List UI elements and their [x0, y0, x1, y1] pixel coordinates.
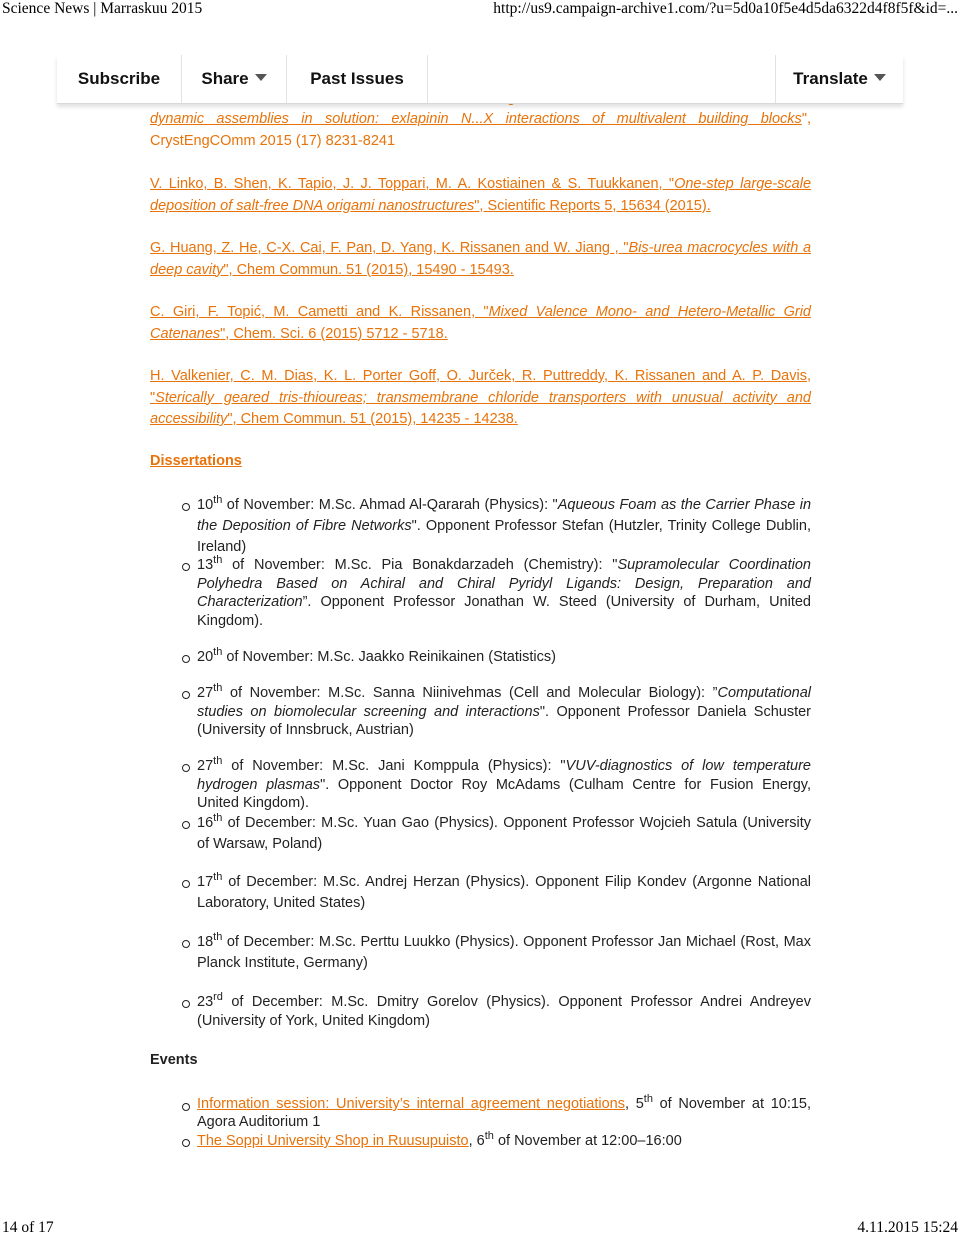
events-heading: Events: [150, 1052, 198, 1068]
publication-0-citation: ", CrystEngCOmm 2015 (17) 8231-8241: [150, 111, 811, 149]
publication-1-authors-link[interactable]: V. Linko, B. Shen, K. Tapio, J. J. Toppari, M. A. Kostiainen & S. Tuukkanen, ": [150, 176, 675, 192]
bullet-icon: [182, 503, 190, 511]
dissertation-item: 20th of November: M.Sc. Jaakko Reinikainen (Statistics): [197, 646, 556, 665]
publication-2: [150, 238, 811, 281]
dissertation-item: 27th of November: M.Sc. Sanna Niinivehmas (Cell and Molecular Biology): ”Computational studies on biomolecular screening and interactions". Opponent Professor Daniela Schuster (University of Innsbruck, Austrian): [197, 682, 811, 738]
page-number: 14 of 17: [2, 1219, 54, 1236]
publication-1-title-link[interactable]: One-step large-scale deposition of salt-free DNA origami nanostructures: [150, 176, 812, 214]
past-issues-label: Past Issues: [310, 69, 404, 88]
dissertation-item: 16th of December: M.Sc. Yuan Gao (Physics). Opponent Professor Wojcieh Satula (University of Warsaw, Poland): [197, 812, 811, 852]
archive-nav-bar: [57, 55, 903, 104]
subscribe-button[interactable]: [57, 55, 181, 103]
bullet-icon: [182, 1000, 190, 1008]
translate-label: Translate: [793, 69, 868, 88]
publication-2-title-link[interactable]: Bis-urea macrocycles with a deep cavity: [150, 240, 812, 278]
publication-4-title-link[interactable]: Sterically geared tris-thioureas; transmembrane chloride transporters with unusual activity and accessibility: [150, 389, 811, 427]
bullet-icon: [182, 1139, 190, 1147]
dissertation-item: 17th of December: M.Sc. Andrej Herzan (Physics). Opponent Filip Kondev (Argonne National Laboratory, United States): [197, 871, 811, 911]
bullet-icon: [182, 691, 190, 699]
print-header-title: Science News | Marraskuu 2015: [2, 0, 203, 17]
bullet-icon: [182, 1103, 190, 1111]
event-item: Information session: University’s internal agreement negotiations, 5th of November at 10:15, Agora Auditorium 1: [197, 1093, 812, 1130]
print-header-url: http://us9.campaign-archive1.com/?u=5d0a10f5e4d5da6322d4f8f5f&id=...: [493, 0, 958, 17]
print-date: 4.11.2015 15:24: [857, 1219, 958, 1236]
publication-3-title-link[interactable]: Mixed Valence Mono- and Hetero-Metallic Grid Catenanes: [150, 304, 811, 342]
publication-4-authors-link[interactable]: H. Valkenier, C. M. Dias, K. L. Porter Goff, O. Jurček, R. Puttreddy, K. Rissanen and A. P. Davis, ": [150, 368, 811, 406]
publication-1-citation[interactable]: ", Scientific Reports 5, 15634 (2015).: [474, 197, 711, 214]
print-header: [0, 0, 960, 22]
dissertation-item: 10th of November: M.Sc. Ahmad Al-Qararah (Physics): "Aqueous Foam as the Carrier Phase in the Deposition of Fibre Networks". Opponent Professor Stefan (Hutzler, Trinity College Dublin, Ireland): [197, 494, 812, 555]
dissertation-item: 13th of November: M.Sc. Pia Bonakdarzadeh (Chemistry): "Supramolecular Coordination Polyhedra Based on Achiral and Chiral Pyridyl Ligands: Design, Preparation and Characterization”. Opponent Professor Jonathan W. Steed (University of Durham, United Kingdom).: [197, 554, 811, 629]
publication-3: [150, 302, 811, 345]
publication-4-citation[interactable]: ", Chem Commun. 51 (2015), 14235 - 14238.: [227, 411, 518, 427]
event-link[interactable]: Information session: University’s internal agreement negotiations: [197, 1096, 625, 1112]
dissertations-heading[interactable]: Dissertations: [150, 453, 242, 469]
subscribe-label: Subscribe: [77, 69, 161, 88]
bullet-icon: [182, 764, 190, 772]
share-label: Share: [201, 69, 249, 88]
dissertation-item: 18th of December: M.Sc. Perttu Luukko (Physics). Opponent Professor Jan Michael (Rost, Max Planck Institute, Germany): [197, 931, 811, 971]
share-button[interactable]: [182, 55, 286, 103]
bullet-icon: [182, 563, 190, 571]
bullet-icon: [182, 655, 190, 663]
publication-3-citation[interactable]: ", Chem. Sci. 6 (2015) 5712 - 5718.: [220, 325, 448, 342]
print-footer: [0, 1219, 960, 1241]
publication-4: [150, 366, 811, 431]
bullet-icon: [182, 880, 190, 888]
publication-2-citation[interactable]: ", Chem Commun. 51 (2015), 15490 - 15493.: [223, 261, 514, 278]
nav-divider: [427, 55, 428, 103]
dissertation-item: 27th of November: M.Sc. Jani Komppula (Physics): "VUV-diagnostics of low temperature hydrogen plasmas". Opponent Doctor Roy McAdams (Culham Centre for Fusion Energy, United Kingdom).: [197, 755, 811, 811]
publication-3-authors-link[interactable]: C. Giri, F. Topić, M. Cametti and K. Rissanen, ": [150, 304, 489, 320]
dissertation-item: 23rd of December: M.Sc. Dmitry Gorelov (Physics). Opponent Professor Andrei Andreyev (University of York, United Kingdom): [197, 991, 811, 1029]
translate-button[interactable]: [776, 55, 903, 103]
caret-down-icon: [874, 74, 886, 81]
bullet-icon: [182, 821, 190, 829]
bullet-icon: [182, 940, 190, 948]
publication-1: [150, 174, 811, 217]
past-issues-button[interactable]: [287, 55, 427, 103]
publication-0-title-link[interactable]: dynamic assemblies in solution: exlapinin N...X interactions of multivalent building blocks: [150, 111, 802, 127]
event-link[interactable]: The Soppi University Shop in Ruusupuisto: [197, 1133, 469, 1149]
publication-2-authors-link[interactable]: G. Huang, Z. He, C-X. Cai, F. Pan, D. Yang, K. Rissanen and W. Jiang , ": [150, 240, 629, 256]
caret-down-icon: [255, 74, 267, 81]
event-item: The Soppi University Shop in Ruusupuisto, 6th of November at 12:00–16:00: [197, 1130, 682, 1149]
